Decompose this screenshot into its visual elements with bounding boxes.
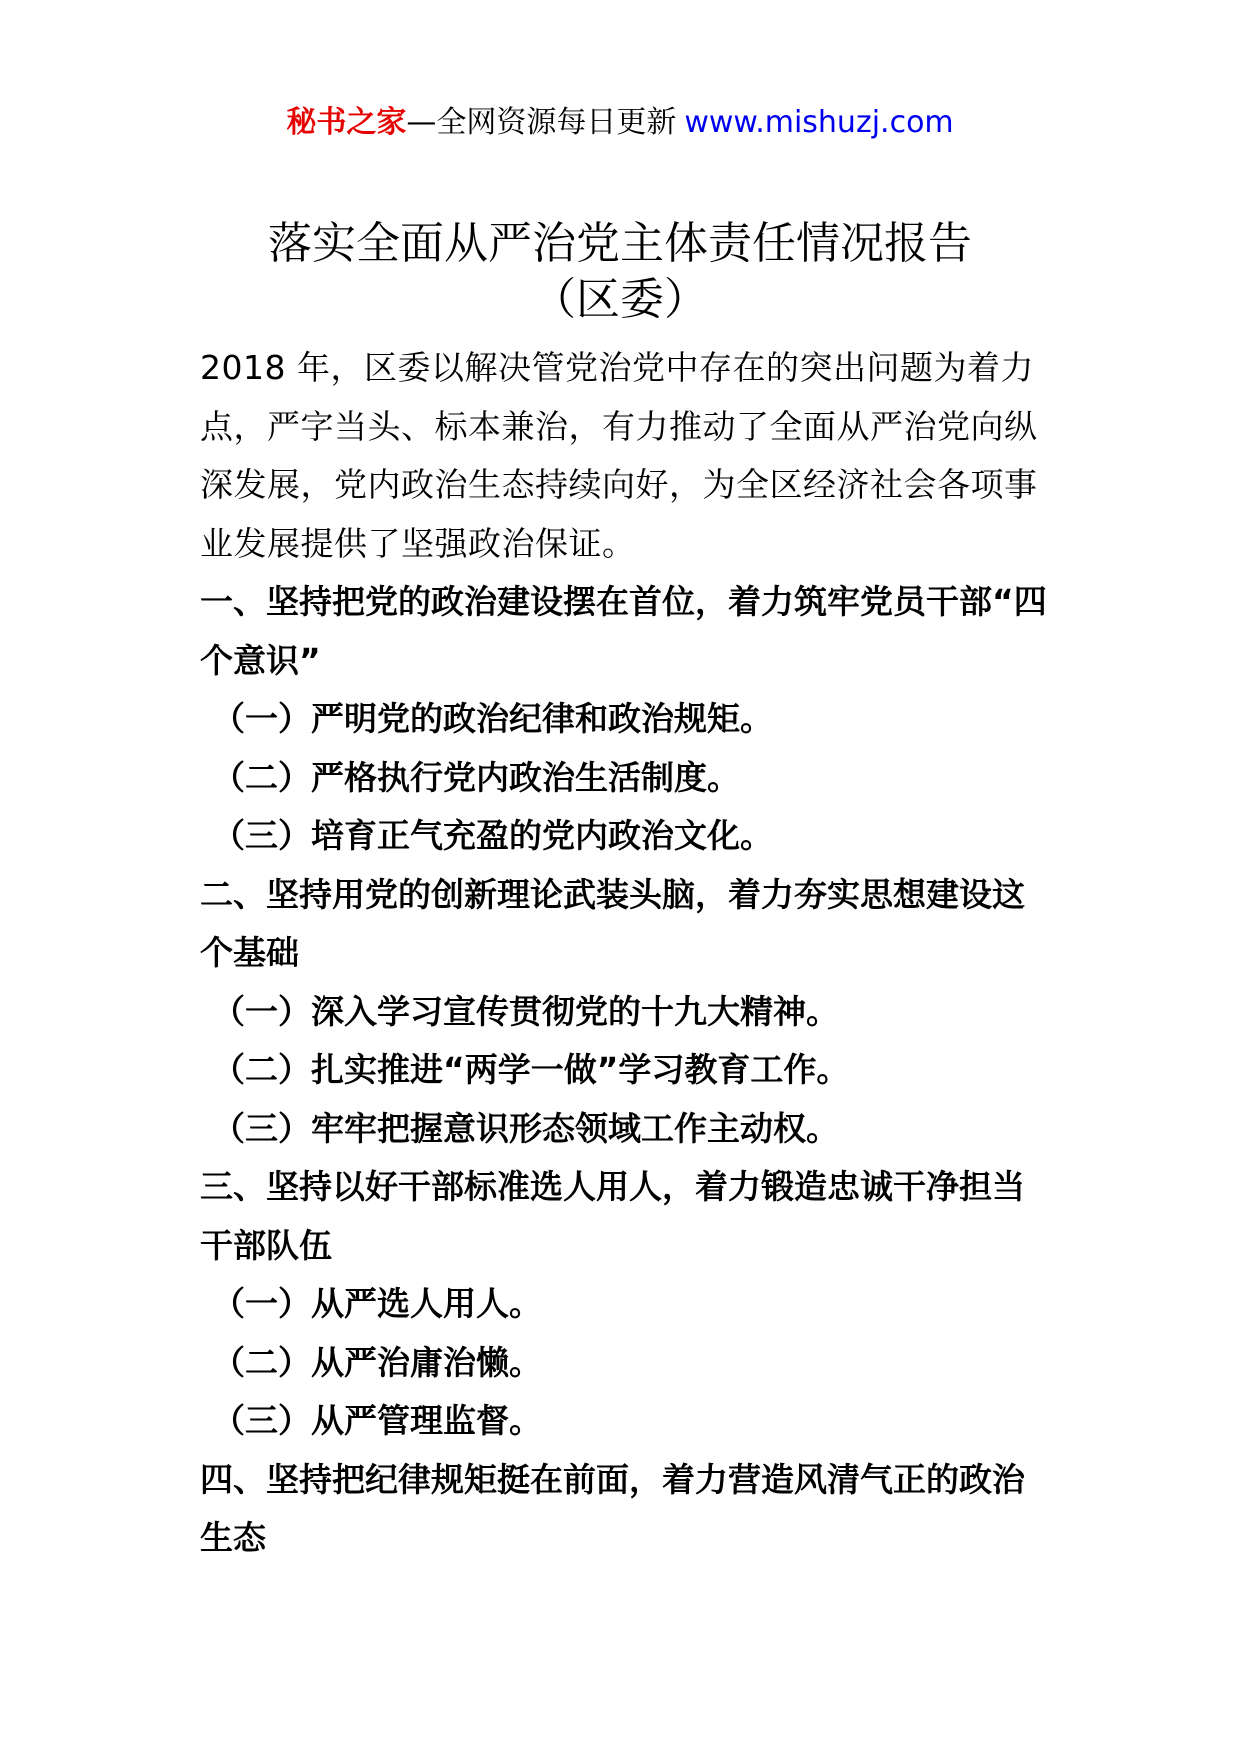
section-heading-4: 四、坚持把纪律规矩挺在前面，着力营造风清气正的政治生态 <box>200 1459 1025 1557</box>
site-banner <box>0 101 1240 145</box>
intro-paragraph: 2018 年，区委以解决管党治党中存在的突出问题为着力点，严字当头、标本兼治，有力推动了全面从严治党向纵深发展，党内政治生态持续向好，为全区经济社会各项事业发展提供了坚强政治保证。 <box>200 348 1038 563</box>
site-url-link[interactable]: www.mishuzj.com <box>684 105 954 140</box>
subsection-heading: （二）严格执行党内政治生活制度。 <box>212 757 740 797</box>
section-heading-1: 一、坚持把党的政治建设摆在首位，着力筑牢党员干部“四个意识” <box>200 582 1047 680</box>
subsection-heading: （三）培育正气充盈的党内政治文化。 <box>212 816 773 855</box>
subsection-heading: （二）从严治庸治懒。 <box>212 1342 542 1382</box>
subsection-heading: （一）深入学习宣传贯彻党的十九大精神。 <box>212 991 839 1031</box>
document-title: 落实全面从严治党主体责任情况报告 <box>268 218 972 269</box>
subsection-heading: （二）扎实推进“两学一做”学习教育工作。 <box>212 1050 850 1089</box>
subsection-heading: （一）从严选人用人。 <box>212 1284 542 1323</box>
document-subtitle: （区委） <box>532 274 708 325</box>
site-brand: 秘书之家 <box>286 105 407 140</box>
document-body <box>200 339 1050 1568</box>
section-heading-3: 三、坚持以好干部标准选人用人，着力锻造忠诚干净担当干部队伍 <box>200 1167 1025 1265</box>
subsection-heading: （三）从严管理监督。 <box>212 1401 542 1440</box>
subsection-heading: （三）牢牢把握意识形态领域工作主动权。 <box>212 1108 839 1148</box>
site-tagline: —全网资源每日更新 <box>406 105 677 140</box>
subsection-heading: （一）严明党的政治纪律和政治规矩。 <box>212 699 773 738</box>
section-heading-2: 二、坚持用党的创新理论武装头脑，着力夯实思想建设这个基础 <box>200 874 1025 972</box>
